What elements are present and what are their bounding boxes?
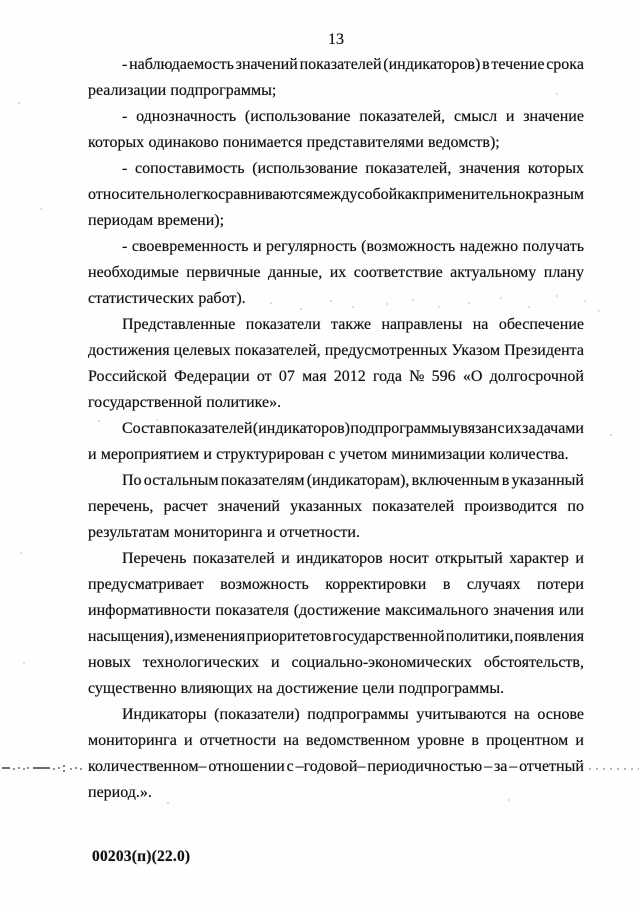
word: сравниваются — [218, 186, 313, 203]
word: и — [252, 238, 262, 255]
word: (использование — [252, 160, 358, 177]
text-line — [88, 52, 584, 78]
word: также — [331, 316, 372, 333]
word: По — [122, 472, 142, 489]
text-line — [88, 390, 584, 416]
document-body — [88, 52, 584, 806]
word: носит — [389, 550, 429, 567]
text-line — [88, 494, 584, 520]
scan-artifact-right-dots — [589, 768, 639, 770]
word: смысл — [453, 108, 498, 125]
text-line — [88, 156, 584, 182]
paragraph — [88, 156, 584, 234]
word: понимается — [222, 134, 303, 151]
text-line — [88, 208, 584, 234]
word: и — [575, 550, 584, 567]
word: технологических — [142, 654, 260, 671]
word: наблюдаемость — [129, 56, 234, 73]
word: минимизации — [391, 446, 486, 463]
word: подпрограммы — [307, 706, 409, 723]
text-line — [88, 598, 584, 624]
word: 2012 — [333, 368, 366, 385]
word: и — [271, 654, 280, 671]
word: отчетности. — [279, 524, 360, 541]
word: указанный — [511, 472, 584, 489]
word: года — [373, 368, 402, 385]
word: Перечень — [122, 550, 187, 567]
word: реализации — [88, 82, 167, 99]
word: индикаторов — [296, 550, 383, 567]
word: потери — [536, 576, 584, 593]
word: одинаково — [148, 134, 219, 151]
word: Индикаторы — [122, 706, 207, 723]
word: ведомственном — [306, 732, 410, 749]
word: их — [505, 420, 522, 437]
word: период.». — [88, 784, 152, 801]
paragraph — [88, 234, 584, 312]
word: значений — [235, 56, 298, 73]
word: легко — [181, 186, 219, 203]
word: в — [501, 472, 510, 489]
paragraph — [88, 468, 584, 546]
text-line — [88, 754, 584, 780]
word: периодам — [88, 212, 154, 229]
word: по — [567, 498, 584, 515]
word: новых — [88, 654, 131, 671]
word: соответствие — [353, 264, 443, 281]
word: - — [122, 238, 128, 255]
text-line — [88, 546, 584, 572]
word: которых — [527, 160, 584, 177]
word: с — [497, 420, 505, 437]
word: цели — [362, 680, 395, 697]
word: отчетный — [519, 758, 584, 775]
word: показателей, — [359, 108, 446, 125]
document-code-footer: 00203(п)(22.0) — [92, 848, 191, 865]
word: –годовой– — [295, 758, 366, 775]
word: необходимые — [88, 264, 179, 281]
word: (использование — [244, 108, 351, 125]
word: на — [283, 732, 299, 749]
word: их — [329, 264, 347, 281]
word: значения — [493, 602, 555, 619]
word: 596 — [431, 368, 456, 385]
word: существенно — [88, 680, 177, 697]
text-line — [88, 468, 584, 494]
word: показателей, — [365, 160, 452, 177]
text-line — [88, 780, 584, 806]
page-number: 13 — [328, 31, 344, 48]
word: значений — [217, 498, 280, 515]
word: № — [409, 368, 425, 385]
word: первичные — [186, 264, 261, 281]
paragraph — [88, 702, 584, 806]
word: однозначность — [136, 108, 237, 125]
word: с — [286, 758, 294, 775]
word: корректировки — [325, 576, 427, 593]
text-line — [88, 650, 584, 676]
word: «О — [462, 368, 483, 385]
word: открытый — [435, 550, 503, 567]
word: (индикаторов) — [383, 56, 481, 73]
word: и — [203, 446, 212, 463]
word: политики, — [445, 628, 514, 645]
word: целевых — [173, 342, 231, 359]
word: количества. — [489, 446, 569, 463]
paragraph — [88, 52, 584, 104]
word: информативности — [88, 602, 211, 619]
word: максимального — [385, 602, 489, 619]
word: достижения — [88, 342, 170, 359]
word: регулярность — [265, 238, 357, 255]
word: сопоставимость — [135, 160, 245, 177]
word: мониторинга — [173, 524, 263, 541]
paragraph — [88, 546, 584, 702]
word: предусмотренных — [324, 342, 448, 359]
word: на — [256, 680, 273, 697]
text-line — [88, 78, 584, 104]
word: ведомств); — [428, 134, 500, 151]
word: или — [558, 602, 584, 619]
word: подпрограммы. — [398, 680, 505, 697]
text-line — [88, 416, 584, 442]
word: учитываются — [416, 706, 507, 723]
word: показателям — [220, 472, 305, 489]
text-line — [88, 182, 584, 208]
word: от — [256, 368, 272, 385]
text-line — [88, 312, 584, 338]
word: мероприятием — [100, 446, 200, 463]
word: обеспечение — [498, 316, 584, 333]
word: в — [442, 576, 451, 593]
word: влияющих — [180, 680, 253, 697]
word: срока — [546, 56, 584, 73]
word: предусматривает — [88, 576, 204, 593]
word: Состав — [122, 420, 171, 437]
word: структурирован — [216, 446, 325, 463]
word: значения — [459, 160, 521, 177]
word: государственной — [88, 394, 203, 411]
word: данные, — [268, 264, 323, 281]
word: (индикаторов) — [252, 420, 350, 437]
text-line — [88, 442, 584, 468]
word: Федерации — [174, 368, 250, 385]
word: долгосрочной — [489, 368, 584, 385]
word: расчет — [163, 498, 208, 515]
paragraph — [88, 416, 584, 468]
word: отношении — [208, 758, 285, 775]
word: показателя — [215, 602, 290, 619]
word: плану — [543, 264, 584, 281]
word: и — [183, 732, 193, 749]
word: показателей — [192, 550, 275, 567]
word: надежно — [459, 238, 519, 255]
word: - — [122, 160, 128, 177]
word: производится — [464, 498, 558, 515]
word: Российской — [88, 368, 167, 385]
word: случаях — [466, 576, 521, 593]
word: перечень, — [88, 498, 154, 515]
word: статистических — [88, 290, 195, 307]
word: значение — [523, 108, 584, 125]
word: получать — [522, 238, 584, 255]
word: учетом — [339, 446, 388, 463]
word: увязан — [452, 420, 498, 437]
word: и — [88, 446, 97, 463]
word: подпрограммы; — [170, 82, 277, 99]
word: (показатели) — [214, 706, 300, 723]
word: указанных — [290, 498, 363, 515]
word: политике». — [206, 394, 282, 411]
word: Указом — [451, 342, 501, 359]
text-line — [88, 286, 584, 312]
word: и — [281, 550, 290, 567]
word: 07 — [278, 368, 295, 385]
text-line — [88, 676, 584, 702]
text-line — [88, 364, 584, 390]
word: времени); — [157, 212, 225, 229]
word: основе — [537, 706, 584, 723]
word: в — [471, 732, 479, 749]
word: представителями — [306, 134, 424, 151]
word: и — [266, 524, 276, 541]
word: процентном — [486, 732, 569, 749]
word: применительно — [419, 186, 526, 203]
word: разным — [533, 186, 584, 203]
word: направлены — [381, 316, 463, 333]
word: приоритетов — [246, 628, 332, 645]
word: мониторинга — [88, 732, 177, 749]
word: и — [505, 108, 515, 125]
word: появления — [514, 628, 584, 645]
word: между — [312, 186, 358, 203]
paragraph — [88, 312, 584, 416]
word: показатели — [245, 316, 321, 333]
word: задачами — [522, 420, 584, 437]
word: (индикаторам), — [306, 472, 410, 489]
word: уровне — [417, 732, 465, 749]
word: остальным — [143, 472, 219, 489]
text-line — [88, 234, 584, 260]
word: показателей, — [234, 342, 321, 359]
text-line — [88, 624, 584, 650]
text-line — [88, 130, 584, 156]
word: обстоятельств, — [483, 654, 584, 671]
word: (возможность — [361, 238, 456, 255]
word: и — [575, 732, 584, 749]
word: отчетности — [199, 732, 277, 749]
word: количественном– — [88, 758, 207, 775]
word: своевременность — [131, 238, 249, 255]
word: показателей — [372, 498, 455, 515]
word: работ). — [198, 290, 246, 307]
word: в — [482, 56, 490, 73]
word: за — [493, 758, 508, 775]
word: - — [122, 56, 128, 73]
word: государственной — [332, 628, 445, 645]
word: - — [122, 108, 128, 125]
word: показателей — [299, 56, 382, 73]
word: которых — [88, 134, 145, 151]
word: собой — [357, 186, 398, 203]
word: результатам — [88, 524, 170, 541]
word: течение — [491, 56, 545, 73]
word: на — [514, 706, 530, 723]
word: изменения — [174, 628, 246, 645]
text-line — [88, 260, 584, 286]
word: (достижение — [293, 602, 381, 619]
word: с — [328, 446, 336, 463]
text-line — [88, 572, 584, 598]
word: включенным — [411, 472, 500, 489]
word: периодичностью — [367, 758, 483, 775]
word: – — [509, 758, 518, 775]
text-line — [88, 104, 584, 130]
text-line — [88, 520, 584, 546]
word: актуальному — [450, 264, 537, 281]
text-line — [88, 728, 584, 754]
text-line — [88, 338, 584, 364]
word: достижение — [276, 680, 359, 697]
paragraph — [88, 104, 584, 156]
word: мая — [302, 368, 327, 385]
text-line — [88, 702, 584, 728]
word: к — [525, 186, 534, 203]
word: относительно — [88, 186, 182, 203]
word: возможность — [220, 576, 309, 593]
word: характер — [509, 550, 569, 567]
word: на — [472, 316, 489, 333]
word: социально-экономических — [291, 654, 472, 671]
word: показателей — [170, 420, 253, 437]
word: насыщения), — [88, 628, 174, 645]
word: подпрограммы — [350, 420, 452, 437]
word: Президента — [504, 342, 584, 359]
word: Представленные — [122, 316, 236, 333]
word: как — [397, 186, 420, 203]
word: – — [484, 758, 493, 775]
